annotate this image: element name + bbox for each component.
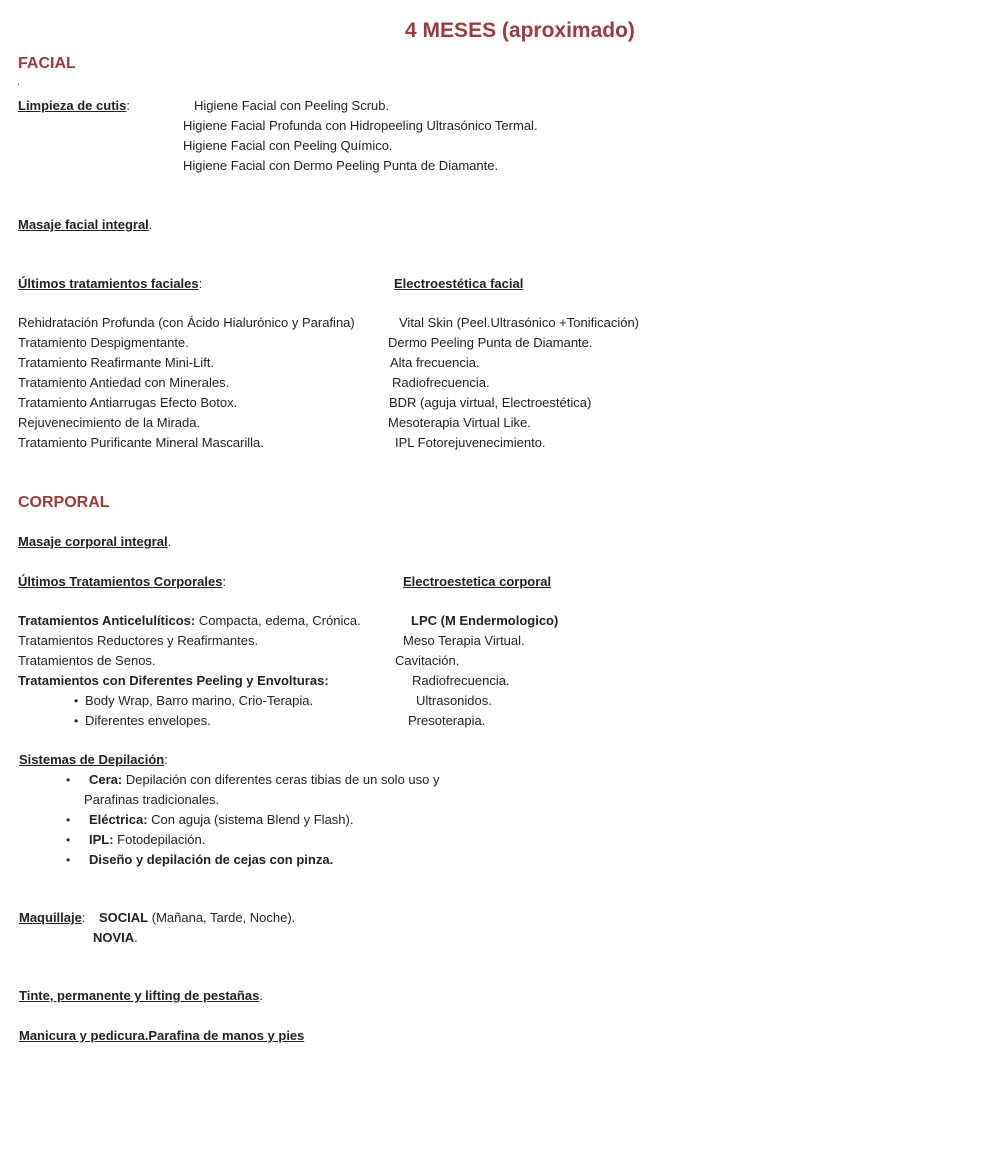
corporal-treatment-item: Tratamientos con Diferentes Peeling y Envolturas:	[18, 673, 329, 688]
corporal-sub-item: Body Wrap, Barro marino, Crio-Terapia.	[85, 693, 314, 708]
electro-corporal-item: Ultrasonidos.	[416, 693, 492, 708]
tinte-heading: Tinte, permanente y lifting de pestañas.	[19, 988, 263, 1003]
ultimos-corporales-label: Últimos Tratamientos Corporales	[18, 574, 223, 589]
maquillaje-item: SOCIAL (Mañana, Tarde, Noche).	[99, 910, 296, 925]
depilacion-label: Sistemas de Depilación	[19, 752, 165, 767]
limpieza-item: Higiene Facial Profunda con Hidropeeling Ultrasónico Termal.	[183, 118, 538, 133]
clipped-row	[0, 713, 1000, 728]
electro-facial-item: Vital Skin (Peel.Ultrasónico +Tonificación)	[399, 315, 640, 330]
masaje-facial-heading: Masaje facial integral.	[18, 217, 153, 232]
facial-treatment-item: Rehidratación Profunda (con Ácido Hialurónico y Parafina)	[18, 315, 355, 330]
masaje-facial-label: Masaje facial integral	[18, 217, 149, 232]
electro-facial-item: Mesoterapia Virtual Like.	[388, 415, 531, 430]
electro-corporal-heading: Electroestetica corporal	[403, 574, 552, 589]
depilacion-item: IPL: Fotodepilación.	[89, 832, 206, 847]
electro-corporal-item: Presoterapia.	[408, 713, 486, 728]
corporal-treatment-item: Tratamientos Reductores y Reafirmantes.	[18, 633, 259, 648]
limpieza-label: Limpieza de cutis	[18, 98, 127, 113]
facial-treatment-item: Tratamiento Antiarrugas Efecto Botox.	[18, 395, 238, 410]
maquillaje-heading: Maquillaje:	[19, 910, 86, 925]
electro-facial-item: BDR (aguja virtual, Electroestética)	[389, 395, 592, 410]
ultimos-faciales-heading: Últimos tratamientos faciales:	[18, 276, 203, 291]
limpieza-heading: Limpieza de cutis:	[18, 98, 130, 113]
depilacion-item: Cera: Depilación con diferentes ceras tibias de un solo uso y	[89, 772, 440, 787]
maquillaje-label: Maquillaje	[19, 910, 82, 925]
corporal-treatment-item: Tratamientos Anticelulíticos: Compacta, edema, Crónica.	[18, 613, 361, 628]
bullet-icon: •	[66, 773, 71, 787]
electro-facial-item: Alta frecuencia.	[390, 355, 480, 370]
section-heading-facial: FACIAL	[18, 55, 76, 72]
manicura-heading: Manicura y pedicura.Parafina de manos y pies	[19, 1028, 305, 1043]
electro-corporal-item: LPC (M Endermologico)	[411, 613, 559, 628]
electro-facial-item: Dermo Peeling Punta de Diamante.	[388, 335, 593, 350]
ultimos-corporales-heading: Últimos Tratamientos Corporales:	[18, 574, 227, 589]
electro-corporal-item: Cavitación.	[395, 653, 460, 668]
bullet-icon: •	[66, 853, 71, 867]
corporal-sub-item: Diferentes envelopes.	[85, 713, 211, 728]
electro-facial-heading: Electroestética facial	[394, 276, 524, 291]
tinte-label: Tinte, permanente y lifting de pestañas	[19, 988, 260, 1003]
corporal-treatment-item: Tratamientos de Senos.	[18, 653, 156, 668]
depilacion-item: Eléctrica: Con aguja (sistema Blend y Flash).	[89, 812, 354, 827]
electro-corporal-item: Meso Terapia Virtual.	[403, 633, 525, 648]
maquillaje-item: NOVIA.	[93, 930, 138, 945]
facial-treatment-item: Tratamiento Despigmentante.	[18, 335, 189, 350]
bullet-icon: •	[66, 833, 71, 847]
bullet-icon: •	[66, 813, 71, 827]
facial-treatment-item: Tratamiento Reafirmante Mini-Lift.	[18, 355, 215, 370]
bullet-icon: •	[74, 714, 79, 728]
facial-treatment-item: Rejuvenecimiento de la Mirada.	[18, 415, 201, 430]
depilacion-item-continued: Parafinas tradicionales.	[84, 792, 220, 807]
electro-facial-item: IPL Fotorejuvenecimiento.	[395, 435, 546, 450]
page-title: 4 MESES (aproximado)	[405, 19, 635, 42]
masaje-corporal-label: Masaje corporal integral	[18, 534, 168, 549]
electro-facial-item: Radiofrecuencia.	[392, 375, 490, 390]
limpieza-item: Higiene Facial con Peeling Químico.	[183, 138, 393, 153]
stray-dot	[18, 84, 19, 85]
facial-treatment-item: Tratamiento Purificante Mineral Mascarilla.	[18, 435, 264, 450]
section-heading-corporal: CORPORAL	[18, 494, 110, 511]
depilacion-heading: Sistemas de Depilación:	[19, 752, 168, 767]
limpieza-item: Higiene Facial con Peeling Scrub.	[194, 98, 390, 113]
masaje-corporal-heading: Masaje corporal integral.	[18, 534, 172, 549]
electro-corporal-item: Radiofrecuencia.	[412, 673, 510, 688]
ultimos-faciales-label: Últimos tratamientos faciales	[18, 276, 199, 291]
bullet-icon: •	[74, 694, 79, 708]
facial-treatment-item: Tratamiento Antiedad con Minerales.	[18, 375, 230, 390]
depilacion-item: Diseño y depilación de cejas con pinza.	[89, 852, 334, 867]
limpieza-item: Higiene Facial con Dermo Peeling Punta de Diamante.	[183, 158, 499, 173]
